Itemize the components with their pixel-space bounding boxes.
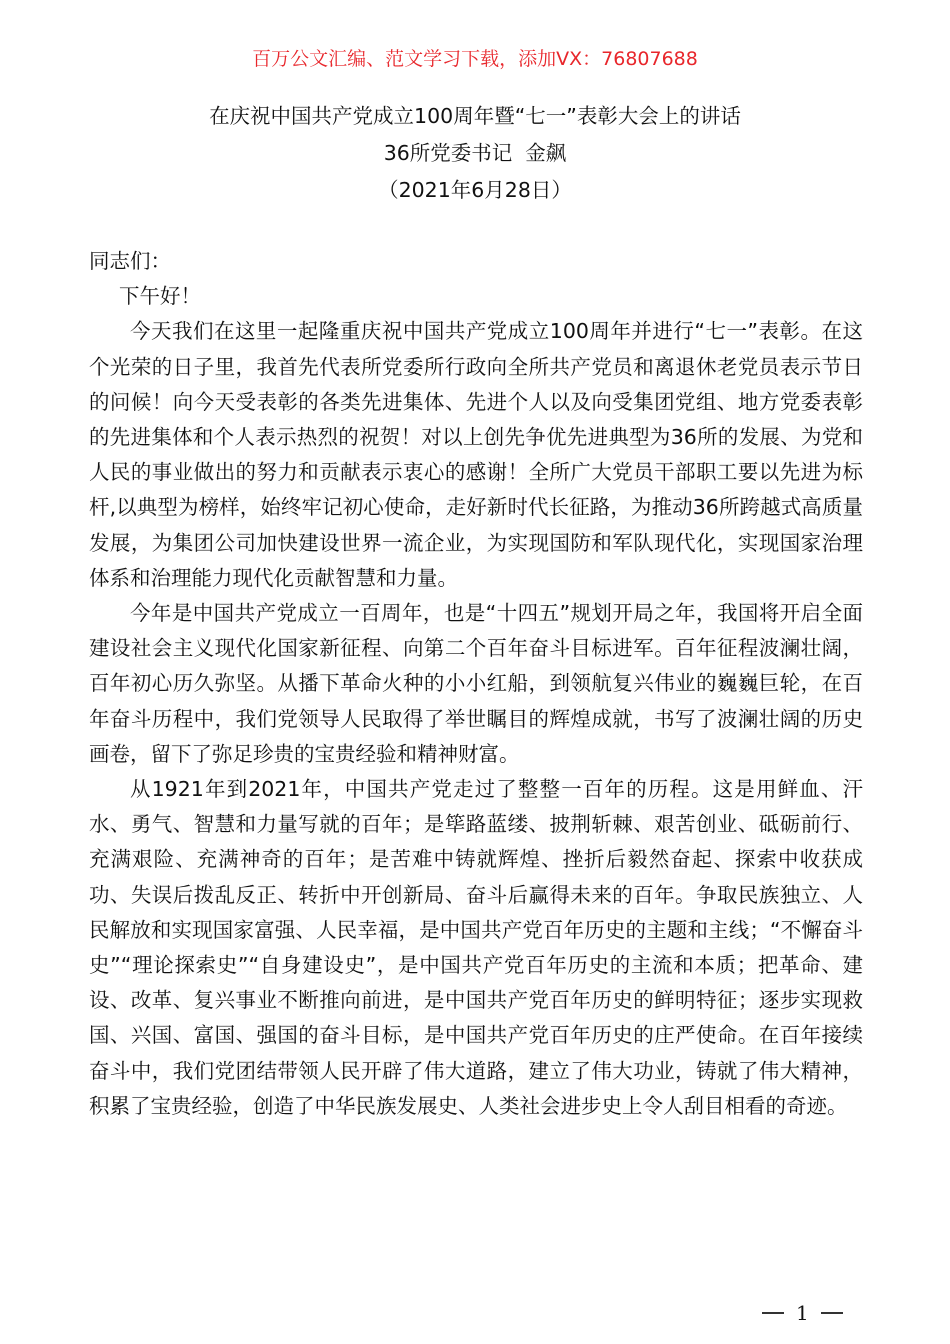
paragraph: 从1921年到2021年，中国共产党走过了整整一百年的历程。这是用鲜血、汗水、勇气、智慧和力量写就的百年；是筚路蓝缕、披荆斩棘、艰苦创业、砥砺前行、充满艰险、充满神奇的百年；是苦难中铸就辉煌、挫折后毅然奋起、探索中收获成功、失误后拨乱反正、转折中开创新局、奋斗后赢得未来的百年。争取民族独立、人民解放和实现国家富强、人民幸福，是中国共产党百年历史的主题和主线；“不懈奋斗史”“理论探索史”“自身建设史”，是中国共产党百年历史的主流和本质；把革命、建设、改革、复兴事业不断推向前进，是中国共产党百年历史的鲜明特征；逐步实现救国、兴国、富国、强国的奋斗目标，是中国共产党百年历史的庄严使命。在百年接续奋斗中，我们党团结带领人民开辟了伟大道路，建立了伟大功业，铸就了伟大精神，积累了宝贵经验，创造了中华民族发展史、人类社会进步史上令人刮目相看的奇迹。 <box>89 777 863 1118</box>
dash-right-decoration <box>821 1312 843 1314</box>
date-line: （2021年6月28日） <box>378 178 572 202</box>
page-number: 1 <box>796 1301 809 1325</box>
paragraph: 今年是中国共产党成立一百周年，也是“十四五”规划开局之年，我国将开启全面建设社会主义现代化国家新征程、向第二个百年奋斗目标进军。百年征程波澜壮阔，百年初心历久弥坚。从播下革命火种的小小红船，到领航复兴伟业的巍巍巨轮，在百年奋斗历程中，我们党领导人民取得了举世瞩目的辉煌成就，书写了波澜壮阔的历史画卷，留下了弥足珍贵的宝贵经验和精神财富。 <box>89 601 863 766</box>
greeting: 下午好！ <box>119 284 201 309</box>
dash-left-decoration <box>762 1312 784 1314</box>
salutation: 同志们： <box>89 249 171 273</box>
watermark-header: 百万公文汇编、范文学习下载，添加VX：76807688 <box>252 48 698 70</box>
page-footer <box>762 1301 843 1325</box>
author-line: 36所党委书记 金飙 <box>383 141 567 165</box>
document-body <box>89 244 863 1124</box>
paragraph: 今天我们在这里一起隆重庆祝中国共产党成立100周年并进行“七一”表彰。在这个光荣的日子里，我首先代表所党委所行政向全所共产党员和离退休老党员表示节日的问候！向今天受表彰的各类先进集体、先进个人以及向受集团党组、地方党委表彰的先进集体和个人表示热烈的祝贺！对以上创先争优先进典型为36所的发展、为党和人民的事业做出的努力和贡献表示衷心的感谢！全所广大党员干部职工要以先进为标杆,以典型为榜样，始终牢记初心使命，走好新时代长征路，为推动36所跨越式高质量发展，为集团公司加快建设世界一流企业，为实现国防和军队现代化，实现国家治理体系和治理能力现代化贡献智慧和力量。 <box>89 319 863 590</box>
title-block <box>0 98 950 209</box>
document-title: 在庆祝中国共产党成立100周年暨“七一”表彰大会上的讲话 <box>209 104 741 128</box>
